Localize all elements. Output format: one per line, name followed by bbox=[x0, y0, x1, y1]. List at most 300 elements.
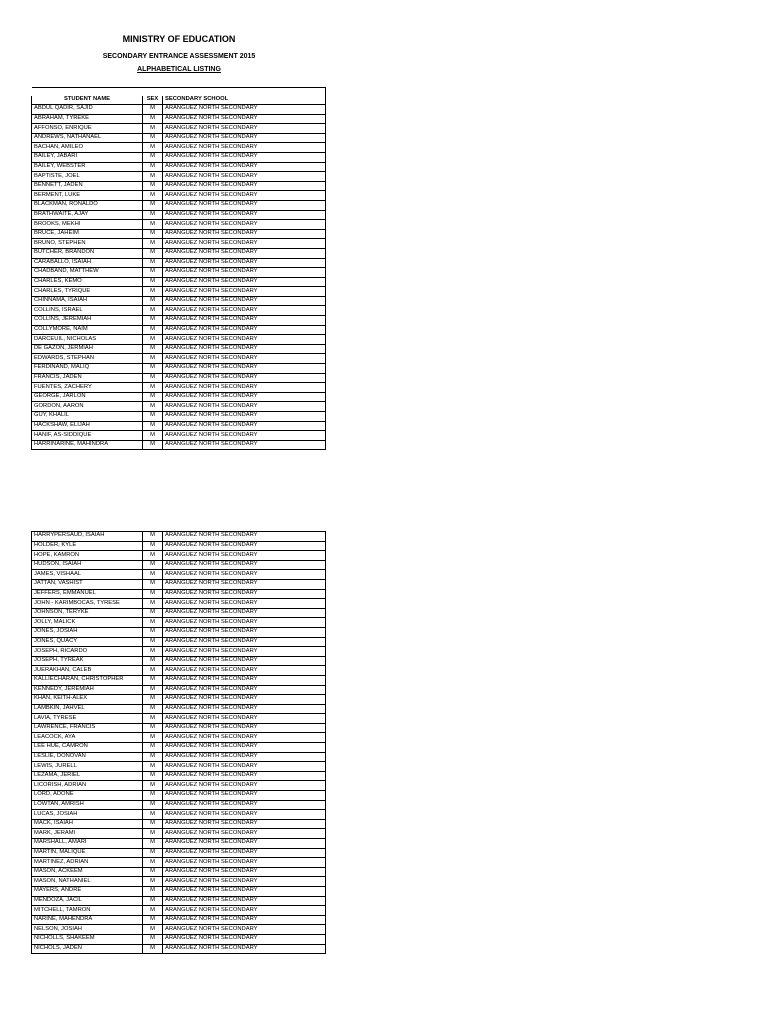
sex-cell: M bbox=[143, 848, 163, 858]
sex-cell: M bbox=[143, 306, 163, 316]
secondary-school-cell: ARANGUEZ NORTH SECONDARY bbox=[163, 162, 326, 172]
secondary-school-cell: ARANGUEZ NORTH SECONDARY bbox=[163, 560, 326, 570]
table-row bbox=[32, 858, 326, 868]
sex-cell: M bbox=[143, 287, 163, 297]
secondary-school-cell: ARANGUEZ NORTH SECONDARY bbox=[163, 248, 326, 258]
table-row bbox=[32, 695, 326, 705]
table-row bbox=[32, 143, 326, 153]
secondary-school-cell: ARANGUEZ NORTH SECONDARY bbox=[163, 704, 326, 714]
student-name-cell: MASON, ACKEEM bbox=[32, 867, 143, 877]
secondary-school-cell: ARANGUEZ NORTH SECONDARY bbox=[163, 229, 326, 239]
table-row bbox=[32, 752, 326, 762]
student-name-cell: ABDUL QADIR, SAJID bbox=[32, 105, 143, 115]
secondary-school-cell: ARANGUEZ NORTH SECONDARY bbox=[163, 656, 326, 666]
student-name-cell: BROOKS, MEKHI bbox=[32, 220, 143, 230]
student-name-cell: CHARLES, TYRIQUE bbox=[32, 287, 143, 297]
sex-cell: M bbox=[143, 944, 163, 954]
table-row bbox=[32, 599, 326, 609]
secondary-school-cell: ARANGUEZ NORTH SECONDARY bbox=[163, 762, 326, 772]
column-header-secondary-school: SECONDARY SCHOOL bbox=[163, 96, 326, 105]
student-name-cell: BLACKMAN, RONALDO bbox=[32, 200, 143, 210]
secondary-school-cell: ARANGUEZ NORTH SECONDARY bbox=[163, 848, 326, 858]
student-name-cell: COLLYMORE, NAIM bbox=[32, 325, 143, 335]
sex-cell: M bbox=[143, 781, 163, 791]
table-row bbox=[32, 877, 326, 887]
sex-cell: M bbox=[143, 316, 163, 326]
table-row bbox=[32, 105, 326, 115]
sex-cell: M bbox=[143, 858, 163, 868]
secondary-school-cell: ARANGUEZ NORTH SECONDARY bbox=[163, 239, 326, 249]
secondary-school-cell: ARANGUEZ NORTH SECONDARY bbox=[163, 392, 326, 402]
table-row bbox=[32, 440, 326, 450]
student-name-cell: COLLINS, ISRAEL bbox=[32, 306, 143, 316]
secondary-school-cell: ARANGUEZ NORTH SECONDARY bbox=[163, 143, 326, 153]
secondary-school-cell: ARANGUEZ NORTH SECONDARY bbox=[163, 296, 326, 306]
student-name-cell: JOSEPH, TYREAK bbox=[32, 656, 143, 666]
student-name-cell: LEZAMA, JERIEL bbox=[32, 771, 143, 781]
sex-cell: M bbox=[143, 325, 163, 335]
secondary-school-cell: ARANGUEZ NORTH SECONDARY bbox=[163, 344, 326, 354]
student-name-cell: JOHN - KARIMBOCAS, TYRESE bbox=[32, 599, 143, 609]
sex-cell: M bbox=[143, 551, 163, 561]
table-row bbox=[32, 373, 326, 383]
secondary-school-cell: ARANGUEZ NORTH SECONDARY bbox=[163, 402, 326, 412]
secondary-school-cell: ARANGUEZ NORTH SECONDARY bbox=[163, 579, 326, 589]
sex-cell: M bbox=[143, 800, 163, 810]
table-row bbox=[32, 421, 326, 431]
sex-cell: M bbox=[143, 685, 163, 695]
secondary-school-cell: ARANGUEZ NORTH SECONDARY bbox=[163, 124, 326, 134]
sex-cell: M bbox=[143, 412, 163, 422]
secondary-school-cell: ARANGUEZ NORTH SECONDARY bbox=[163, 839, 326, 849]
secondary-school-cell: ARANGUEZ NORTH SECONDARY bbox=[163, 383, 326, 393]
student-name-cell: MENDOZA, JACIL bbox=[32, 896, 143, 906]
sex-cell: M bbox=[143, 560, 163, 570]
sex-cell: M bbox=[143, 133, 163, 143]
table-row bbox=[32, 316, 326, 326]
student-name-cell: CHARLES, KEMO bbox=[32, 277, 143, 287]
table-row bbox=[32, 781, 326, 791]
sex-cell: M bbox=[143, 752, 163, 762]
secondary-school-cell: ARANGUEZ NORTH SECONDARY bbox=[163, 867, 326, 877]
table-row bbox=[32, 915, 326, 925]
secondary-school-cell: ARANGUEZ NORTH SECONDARY bbox=[163, 325, 326, 335]
student-name-cell: GUY, KHALIL bbox=[32, 412, 143, 422]
sex-cell: M bbox=[143, 532, 163, 542]
table-row bbox=[32, 570, 326, 580]
student-name-cell: FUENTES, ZACHERY bbox=[32, 383, 143, 393]
table-row bbox=[32, 723, 326, 733]
student-name-cell: JEFFERS, EMMANUEL bbox=[32, 589, 143, 599]
table-body-1 bbox=[32, 105, 326, 450]
sex-cell: M bbox=[143, 627, 163, 637]
table-row bbox=[32, 675, 326, 685]
table-row bbox=[32, 848, 326, 858]
student-name-cell: FERDINAND, MALIQ bbox=[32, 364, 143, 374]
secondary-school-cell: ARANGUEZ NORTH SECONDARY bbox=[163, 858, 326, 868]
secondary-school-cell: ARANGUEZ NORTH SECONDARY bbox=[163, 551, 326, 561]
table-row bbox=[32, 896, 326, 906]
sex-cell: M bbox=[143, 723, 163, 733]
secondary-school-cell: ARANGUEZ NORTH SECONDARY bbox=[163, 181, 326, 191]
student-name-cell: LAVIA, TYRESE bbox=[32, 714, 143, 724]
student-name-cell: DARCEUIL, NICHOLAS bbox=[32, 335, 143, 345]
student-name-cell: MITCHELL, TAMRON bbox=[32, 906, 143, 916]
student-name-cell: HACKSHAW, ELIJAH bbox=[32, 421, 143, 431]
student-name-cell: BUTCHER, BRANDON bbox=[32, 248, 143, 258]
secondary-school-cell: ARANGUEZ NORTH SECONDARY bbox=[163, 440, 326, 450]
sex-cell: M bbox=[143, 589, 163, 599]
column-header-sex: SEX bbox=[143, 96, 163, 105]
student-name-cell: JAMES, VISHAAL bbox=[32, 570, 143, 580]
sex-cell: M bbox=[143, 695, 163, 705]
student-name-cell: BRUNO, STEPHEN bbox=[32, 239, 143, 249]
student-name-cell: JONES, QUACY bbox=[32, 637, 143, 647]
sex-cell: M bbox=[143, 733, 163, 743]
student-name-cell: MAYERS, ANDRE bbox=[32, 886, 143, 896]
student-name-cell: NICHOLLS, SHAKEEM bbox=[32, 934, 143, 944]
secondary-school-cell: ARANGUEZ NORTH SECONDARY bbox=[163, 714, 326, 724]
sex-cell: M bbox=[143, 704, 163, 714]
table-row bbox=[32, 829, 326, 839]
secondary-school-cell: ARANGUEZ NORTH SECONDARY bbox=[163, 105, 326, 115]
student-name-cell: AFFONSO, ENRIQUE bbox=[32, 124, 143, 134]
table-row bbox=[32, 124, 326, 134]
table-row bbox=[32, 541, 326, 551]
student-name-cell: LAMBKIN, JAHVEL bbox=[32, 704, 143, 714]
table-row bbox=[32, 925, 326, 935]
student-name-cell: NARINE, MAHENDRA bbox=[32, 915, 143, 925]
table-row bbox=[32, 934, 326, 944]
secondary-school-cell: ARANGUEZ NORTH SECONDARY bbox=[163, 335, 326, 345]
secondary-school-cell: ARANGUEZ NORTH SECONDARY bbox=[163, 743, 326, 753]
student-name-cell: ABRAHAM, TYREKE bbox=[32, 114, 143, 124]
sex-cell: M bbox=[143, 771, 163, 781]
table-row bbox=[32, 431, 326, 441]
table-row bbox=[32, 162, 326, 172]
sex-cell: M bbox=[143, 608, 163, 618]
table-row bbox=[32, 277, 326, 287]
table-row bbox=[32, 762, 326, 772]
student-name-cell: LOWTAN, AMRISH bbox=[32, 800, 143, 810]
student-name-cell: JOSEPH, RICARDO bbox=[32, 647, 143, 657]
secondary-school-cell: ARANGUEZ NORTH SECONDARY bbox=[163, 800, 326, 810]
table-row bbox=[32, 152, 326, 162]
secondary-school-cell: ARANGUEZ NORTH SECONDARY bbox=[163, 412, 326, 422]
student-name-cell: JOHNSON, TERYKE bbox=[32, 608, 143, 618]
student-name-cell: KENNEDY, JEREMIAH bbox=[32, 685, 143, 695]
sex-cell: M bbox=[143, 344, 163, 354]
table-header-row bbox=[32, 96, 326, 105]
student-name-cell: LICORISH, ADRIAN bbox=[32, 781, 143, 791]
table-row bbox=[32, 637, 326, 647]
table-row bbox=[32, 200, 326, 210]
sex-cell: M bbox=[143, 599, 163, 609]
table-row bbox=[32, 714, 326, 724]
secondary-school-cell: ARANGUEZ NORTH SECONDARY bbox=[163, 733, 326, 743]
student-name-cell: LUCAS, JOSIAH bbox=[32, 810, 143, 820]
table-row bbox=[32, 704, 326, 714]
student-name-cell: HARRYPERSAUD, ISAIAH bbox=[32, 532, 143, 542]
sex-cell: M bbox=[143, 791, 163, 801]
document-subtitle: SECONDARY ENTRANCE ASSESSMENT 2015 bbox=[102, 53, 256, 60]
table-row bbox=[32, 579, 326, 589]
sex-cell: M bbox=[143, 896, 163, 906]
sex-cell: M bbox=[143, 239, 163, 249]
table-row bbox=[32, 210, 326, 220]
secondary-school-cell: ARANGUEZ NORTH SECONDARY bbox=[163, 431, 326, 441]
student-name-cell: JOLLY, MALICK bbox=[32, 618, 143, 628]
table-row bbox=[32, 133, 326, 143]
secondary-school-cell: ARANGUEZ NORTH SECONDARY bbox=[163, 364, 326, 374]
secondary-school-cell: ARANGUEZ NORTH SECONDARY bbox=[163, 877, 326, 887]
table-row bbox=[32, 819, 326, 829]
sex-cell: M bbox=[143, 675, 163, 685]
student-name-cell: CHINNAMA, ISAIAH bbox=[32, 296, 143, 306]
secondary-school-cell: ARANGUEZ NORTH SECONDARY bbox=[163, 152, 326, 162]
table-row bbox=[32, 306, 326, 316]
student-name-cell: GEORGE, JARLON bbox=[32, 392, 143, 402]
secondary-school-cell: ARANGUEZ NORTH SECONDARY bbox=[163, 306, 326, 316]
secondary-school-cell: ARANGUEZ NORTH SECONDARY bbox=[163, 666, 326, 676]
secondary-school-cell: ARANGUEZ NORTH SECONDARY bbox=[163, 172, 326, 182]
table-row bbox=[32, 383, 326, 393]
secondary-school-cell: ARANGUEZ NORTH SECONDARY bbox=[163, 210, 326, 220]
secondary-school-cell: ARANGUEZ NORTH SECONDARY bbox=[163, 896, 326, 906]
secondary-school-cell: ARANGUEZ NORTH SECONDARY bbox=[163, 886, 326, 896]
secondary-school-cell: ARANGUEZ NORTH SECONDARY bbox=[163, 637, 326, 647]
table-row bbox=[32, 656, 326, 666]
student-name-cell: MACK, ISAIAH bbox=[32, 819, 143, 829]
secondary-school-cell: ARANGUEZ NORTH SECONDARY bbox=[163, 791, 326, 801]
sex-cell: M bbox=[143, 296, 163, 306]
sex-cell: M bbox=[143, 829, 163, 839]
sex-cell: M bbox=[143, 431, 163, 441]
student-name-cell: HARRINARINE, MAHINDRA bbox=[32, 440, 143, 450]
student-name-cell: NICHOLS, JADEN bbox=[32, 944, 143, 954]
student-name-cell: KALLIECHARAN, CHRISTOPHER bbox=[32, 675, 143, 685]
table-row bbox=[32, 364, 326, 374]
student-name-cell: KHAN, KEITH-ALEX bbox=[32, 695, 143, 705]
student-name-cell: BAPTISTE, JOEL bbox=[32, 172, 143, 182]
secondary-school-cell: ARANGUEZ NORTH SECONDARY bbox=[163, 589, 326, 599]
sex-cell: M bbox=[143, 839, 163, 849]
table-row bbox=[32, 268, 326, 278]
table-row bbox=[32, 258, 326, 268]
sex-cell: M bbox=[143, 364, 163, 374]
table-row bbox=[32, 685, 326, 695]
table-row bbox=[32, 810, 326, 820]
student-name-cell: HANIF, AS-SIDDIQUE bbox=[32, 431, 143, 441]
table-row bbox=[32, 344, 326, 354]
table-row bbox=[32, 296, 326, 306]
sex-cell: M bbox=[143, 637, 163, 647]
listing-heading: ALPHABETICAL LISTING bbox=[137, 66, 221, 73]
sex-cell: M bbox=[143, 181, 163, 191]
secondary-school-cell: ARANGUEZ NORTH SECONDARY bbox=[163, 647, 326, 657]
sex-cell: M bbox=[143, 143, 163, 153]
student-name-cell: MARTINEZ, ADRIAN bbox=[32, 858, 143, 868]
sex-cell: M bbox=[143, 906, 163, 916]
student-name-cell: BACHAN, AMILEO bbox=[32, 143, 143, 153]
table-row bbox=[32, 229, 326, 239]
secondary-school-cell: ARANGUEZ NORTH SECONDARY bbox=[163, 220, 326, 230]
secondary-school-cell: ARANGUEZ NORTH SECONDARY bbox=[163, 532, 326, 542]
sex-cell: M bbox=[143, 277, 163, 287]
table-row bbox=[32, 839, 326, 849]
sex-cell: M bbox=[143, 647, 163, 657]
student-name-cell: LEE HUE, CAMRON bbox=[32, 743, 143, 753]
sex-cell: M bbox=[143, 210, 163, 220]
student-listing-table-1 bbox=[31, 87, 326, 450]
sex-cell: M bbox=[143, 392, 163, 402]
student-name-cell: HOPE, KAMRON bbox=[32, 551, 143, 561]
student-name-cell: FRANCIS, JADEN bbox=[32, 373, 143, 383]
sex-cell: M bbox=[143, 172, 163, 182]
student-name-cell: MARSHALL, AMARI bbox=[32, 839, 143, 849]
table-row bbox=[32, 800, 326, 810]
column-header-student-name: STUDENT NAME bbox=[32, 96, 143, 105]
table-row bbox=[32, 354, 326, 364]
secondary-school-cell: ARANGUEZ NORTH SECONDARY bbox=[163, 771, 326, 781]
table-row bbox=[32, 906, 326, 916]
student-name-cell: MARTIN, MALIQUE bbox=[32, 848, 143, 858]
secondary-school-cell: ARANGUEZ NORTH SECONDARY bbox=[163, 819, 326, 829]
sex-cell: M bbox=[143, 258, 163, 268]
student-name-cell: CARABALLO, ISAIAH bbox=[32, 258, 143, 268]
sex-cell: M bbox=[143, 886, 163, 896]
student-listing-table-2 bbox=[31, 531, 326, 954]
student-name-cell: MASON, NATHANIEL bbox=[32, 877, 143, 887]
document-title: MINISTRY OF EDUCATION bbox=[122, 34, 236, 44]
sex-cell: M bbox=[143, 354, 163, 364]
sex-cell: M bbox=[143, 618, 163, 628]
student-name-cell: BAILEY, JABARI bbox=[32, 152, 143, 162]
student-name-cell: JATTAN, VASHIST bbox=[32, 579, 143, 589]
student-name-cell: ANDREWS, NATHANAEL bbox=[32, 133, 143, 143]
table-row bbox=[32, 608, 326, 618]
table-row bbox=[32, 392, 326, 402]
sex-cell: M bbox=[143, 440, 163, 450]
secondary-school-cell: ARANGUEZ NORTH SECONDARY bbox=[163, 258, 326, 268]
sex-cell: M bbox=[143, 934, 163, 944]
table-row bbox=[32, 743, 326, 753]
secondary-school-cell: ARANGUEZ NORTH SECONDARY bbox=[163, 191, 326, 201]
student-name-cell: HOLDER, KYLE bbox=[32, 541, 143, 551]
sex-cell: M bbox=[143, 114, 163, 124]
student-name-cell: EDWARDS, STEPHAN bbox=[32, 354, 143, 364]
table-row bbox=[32, 181, 326, 191]
table-row bbox=[32, 335, 326, 345]
table-row bbox=[32, 172, 326, 182]
secondary-school-cell: ARANGUEZ NORTH SECONDARY bbox=[163, 915, 326, 925]
student-name-cell: CHADBAND, MATTHEW bbox=[32, 268, 143, 278]
secondary-school-cell: ARANGUEZ NORTH SECONDARY bbox=[163, 944, 326, 954]
table-row bbox=[32, 618, 326, 628]
sex-cell: M bbox=[143, 666, 163, 676]
table-row bbox=[32, 248, 326, 258]
table-row bbox=[32, 867, 326, 877]
sex-cell: M bbox=[143, 200, 163, 210]
secondary-school-cell: ARANGUEZ NORTH SECONDARY bbox=[163, 354, 326, 364]
sex-cell: M bbox=[143, 402, 163, 412]
table-row bbox=[32, 771, 326, 781]
student-name-cell: MARK, JERAMI bbox=[32, 829, 143, 839]
student-name-cell: LEACOCK, AYA bbox=[32, 733, 143, 743]
secondary-school-cell: ARANGUEZ NORTH SECONDARY bbox=[163, 781, 326, 791]
secondary-school-cell: ARANGUEZ NORTH SECONDARY bbox=[163, 287, 326, 297]
sex-cell: M bbox=[143, 819, 163, 829]
table-row bbox=[32, 191, 326, 201]
secondary-school-cell: ARANGUEZ NORTH SECONDARY bbox=[163, 114, 326, 124]
secondary-school-cell: ARANGUEZ NORTH SECONDARY bbox=[163, 685, 326, 695]
secondary-school-cell: ARANGUEZ NORTH SECONDARY bbox=[163, 608, 326, 618]
sex-cell: M bbox=[143, 579, 163, 589]
sex-cell: M bbox=[143, 229, 163, 239]
student-name-cell: BERMENT, LUKE bbox=[32, 191, 143, 201]
student-name-cell: COLLINS, JEREMIAH bbox=[32, 316, 143, 326]
table-row bbox=[32, 325, 326, 335]
student-name-cell: DE GAZON, JERMIAH bbox=[32, 344, 143, 354]
secondary-school-cell: ARANGUEZ NORTH SECONDARY bbox=[163, 925, 326, 935]
sex-cell: M bbox=[143, 541, 163, 551]
student-name-cell: LAWRENCE, FRANCIS bbox=[32, 723, 143, 733]
table-row bbox=[32, 944, 326, 954]
student-name-cell: LEWIS, JURELL bbox=[32, 762, 143, 772]
sex-cell: M bbox=[143, 762, 163, 772]
sex-cell: M bbox=[143, 373, 163, 383]
secondary-school-cell: ARANGUEZ NORTH SECONDARY bbox=[163, 373, 326, 383]
secondary-school-cell: ARANGUEZ NORTH SECONDARY bbox=[163, 541, 326, 551]
table-row bbox=[32, 287, 326, 297]
secondary-school-cell: ARANGUEZ NORTH SECONDARY bbox=[163, 599, 326, 609]
table-row bbox=[32, 560, 326, 570]
table-row bbox=[32, 220, 326, 230]
table-row bbox=[32, 239, 326, 249]
table-row bbox=[32, 551, 326, 561]
secondary-school-cell: ARANGUEZ NORTH SECONDARY bbox=[163, 277, 326, 287]
sex-cell: M bbox=[143, 248, 163, 258]
table-row bbox=[32, 402, 326, 412]
table-row bbox=[32, 666, 326, 676]
secondary-school-cell: ARANGUEZ NORTH SECONDARY bbox=[163, 570, 326, 580]
table-row bbox=[32, 627, 326, 637]
secondary-school-cell: ARANGUEZ NORTH SECONDARY bbox=[163, 200, 326, 210]
sex-cell: M bbox=[143, 421, 163, 431]
sex-cell: M bbox=[143, 925, 163, 935]
table-row bbox=[32, 532, 326, 542]
secondary-school-cell: ARANGUEZ NORTH SECONDARY bbox=[163, 627, 326, 637]
student-name-cell: BRATHWAITE, AJAY bbox=[32, 210, 143, 220]
secondary-school-cell: ARANGUEZ NORTH SECONDARY bbox=[163, 316, 326, 326]
sex-cell: M bbox=[143, 162, 163, 172]
secondary-school-cell: ARANGUEZ NORTH SECONDARY bbox=[163, 421, 326, 431]
student-name-cell: JONES, JOSIAH bbox=[32, 627, 143, 637]
secondary-school-cell: ARANGUEZ NORTH SECONDARY bbox=[163, 810, 326, 820]
student-name-cell: BENNETT, JADEN bbox=[32, 181, 143, 191]
sex-cell: M bbox=[143, 152, 163, 162]
student-name-cell: BAILEY, WEBSTER bbox=[32, 162, 143, 172]
secondary-school-cell: ARANGUEZ NORTH SECONDARY bbox=[163, 133, 326, 143]
secondary-school-cell: ARANGUEZ NORTH SECONDARY bbox=[163, 829, 326, 839]
secondary-school-cell: ARANGUEZ NORTH SECONDARY bbox=[163, 752, 326, 762]
table-row bbox=[32, 886, 326, 896]
table-row bbox=[32, 412, 326, 422]
secondary-school-cell: ARANGUEZ NORTH SECONDARY bbox=[163, 906, 326, 916]
sex-cell: M bbox=[143, 383, 163, 393]
table-row bbox=[32, 589, 326, 599]
sex-cell: M bbox=[143, 867, 163, 877]
